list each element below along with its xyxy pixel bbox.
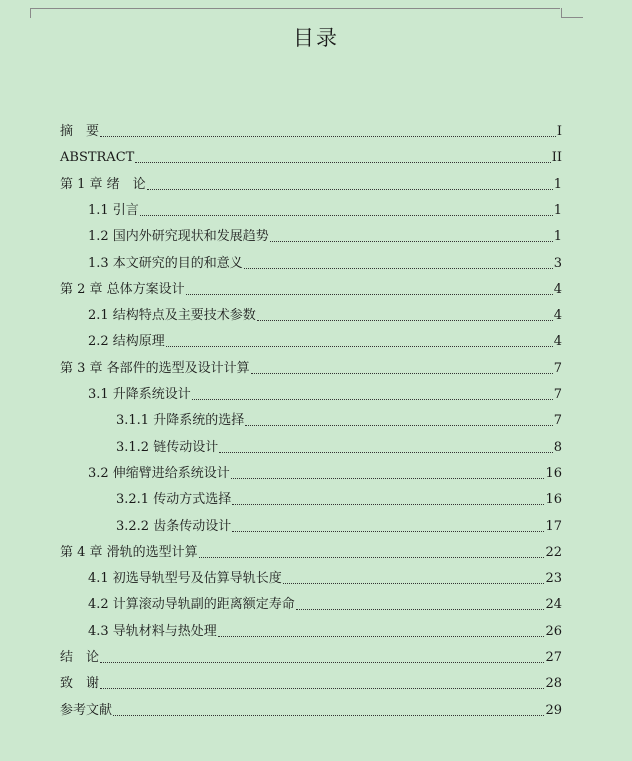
- toc-entry-page-number: 16: [545, 492, 562, 508]
- toc-entry[interactable]: [88, 569, 562, 589]
- toc-entry-label: 3.2 伸缩臂进给系统设计: [88, 465, 230, 481]
- toc-entry[interactable]: [88, 227, 562, 247]
- toc-entry-page-number: 4: [553, 308, 562, 324]
- toc-entry[interactable]: [60, 543, 562, 563]
- toc-entry-label: 1.1 引言: [88, 202, 139, 218]
- toc-leader-dots: [232, 504, 544, 505]
- page-top-margin-line: [30, 8, 560, 9]
- toc-entry[interactable]: [116, 411, 562, 431]
- toc-entry[interactable]: [60, 648, 562, 668]
- toc-entry-label: 4.2 计算滚动导轨副的距离额定寿命: [88, 597, 295, 613]
- toc-leader-dots: [231, 478, 545, 479]
- toc-entry-label: 摘 要: [60, 124, 100, 139]
- toc-entry[interactable]: [60, 674, 562, 694]
- toc-entry-label: 3.2.2 齿条传动设计: [116, 518, 232, 534]
- toc-entry-label: 1.2 国内外研究现状和发展趋势: [88, 229, 269, 245]
- toc-entry[interactable]: [88, 464, 562, 484]
- toc-leader-dots: [283, 583, 545, 584]
- toc-entry[interactable]: [88, 254, 562, 274]
- toc-entry[interactable]: [116, 438, 562, 458]
- toc-title: 目录: [293, 26, 339, 50]
- toc-leader-dots: [113, 715, 544, 716]
- toc-leader-dots: [245, 425, 553, 426]
- toc-leader-dots: [270, 241, 553, 242]
- toc-leader-dots: [218, 636, 545, 637]
- toc-entry-label: 3.1.1 升降系统的选择: [116, 413, 245, 429]
- toc-entry-page-number: 7: [553, 360, 562, 376]
- toc-leader-dots: [251, 373, 553, 374]
- toc-entry-page-number: 23: [545, 571, 562, 587]
- toc-entry-page-number: 16: [545, 465, 562, 481]
- toc-leader-dots: [296, 609, 545, 610]
- toc-entry-label: 第 1 章 绪 论: [60, 176, 146, 192]
- toc-leader-dots: [135, 162, 550, 163]
- toc-entry[interactable]: [88, 385, 562, 405]
- toc-entry-page-number: 4: [553, 281, 562, 297]
- toc-entry[interactable]: [88, 306, 562, 326]
- toc-entry[interactable]: [60, 359, 562, 379]
- toc-entry-label: 4.1 初选导轨型号及估算导轨长度: [88, 571, 282, 587]
- toc-leader-dots: [219, 452, 553, 453]
- toc-entry-page-number: 7: [553, 413, 562, 429]
- toc-entry-page-number: 29: [545, 702, 562, 718]
- toc-entry-label: 第 4 章 滑轨的选型计算: [60, 544, 198, 560]
- toc-entry-label: ABSTRACT: [60, 150, 135, 166]
- toc-entry-label: 第 3 章 各部件的选型及设计计算: [60, 360, 250, 376]
- toc-entry-page-number: 1: [553, 202, 562, 218]
- toc-entry-page-number: 27: [545, 650, 562, 665]
- toc-entry-label: 2.1 结构特点及主要技术参数: [88, 308, 256, 324]
- toc-entry-page-number: 26: [545, 623, 562, 639]
- toc-entry[interactable]: [60, 175, 562, 195]
- toc-entry-page-number: 17: [545, 518, 562, 534]
- toc-leader-dots: [166, 346, 553, 347]
- toc-entry[interactable]: [88, 595, 562, 615]
- toc-leader-dots: [186, 294, 553, 295]
- toc-entry[interactable]: [60, 280, 562, 300]
- toc-entry-page-number: 22: [545, 544, 562, 560]
- toc-entry-label: 3.2.1 传动方式选择: [116, 492, 232, 508]
- page-corner-mark-right-tick: [561, 17, 583, 18]
- toc-entry-page-number: I: [556, 124, 562, 139]
- toc-leader-dots: [147, 189, 553, 190]
- toc-entry[interactable]: [60, 701, 562, 721]
- toc-entry-label: 第 2 章 总体方案设计: [60, 281, 185, 297]
- toc-entry[interactable]: [60, 148, 562, 168]
- toc-entry[interactable]: [116, 490, 562, 510]
- toc-entry-page-number: 1: [553, 176, 562, 192]
- toc-leader-dots: [100, 688, 544, 689]
- page-corner-mark-left: [30, 8, 31, 18]
- toc-leader-dots: [100, 136, 556, 137]
- toc-entry-page-number: 28: [545, 676, 562, 692]
- toc-leader-dots: [244, 268, 553, 269]
- toc-leader-dots: [100, 662, 544, 663]
- toc-leader-dots: [140, 215, 553, 216]
- toc-entry-page-number: II: [551, 150, 562, 166]
- toc-leader-dots: [192, 399, 553, 400]
- toc-entry-label: 3.1 升降系统设计: [88, 387, 191, 402]
- toc-entry-label: 1.3 本文研究的目的和意义: [88, 255, 243, 271]
- toc-leader-dots: [232, 531, 544, 532]
- toc-entry[interactable]: [88, 332, 562, 352]
- toc-entry-page-number: 7: [553, 387, 562, 402]
- toc-entry[interactable]: [88, 201, 562, 221]
- toc-entry-page-number: 8: [553, 439, 562, 455]
- toc-entry-page-number: 4: [553, 334, 562, 350]
- toc-entry-page-number: 1: [553, 229, 562, 245]
- toc-entry-page-number: 24: [545, 597, 562, 613]
- toc-entry[interactable]: [88, 622, 562, 642]
- toc-entry-label: 4.3 导轨材料与热处理: [88, 623, 217, 639]
- toc-entry-label: 参考文献: [60, 702, 113, 718]
- toc-leader-dots: [199, 557, 545, 558]
- toc-entry-label: 2.2 结构原理: [88, 334, 165, 350]
- toc-leader-dots: [257, 320, 553, 321]
- toc-entry-label: 3.1.2 链传动设计: [116, 439, 219, 455]
- toc-entry[interactable]: [60, 122, 562, 142]
- toc-entry-label: 结 论: [60, 650, 100, 665]
- toc-entry-label: 致 谢: [60, 676, 100, 692]
- toc-entry-page-number: 3: [553, 255, 562, 271]
- toc-entry[interactable]: [116, 517, 562, 537]
